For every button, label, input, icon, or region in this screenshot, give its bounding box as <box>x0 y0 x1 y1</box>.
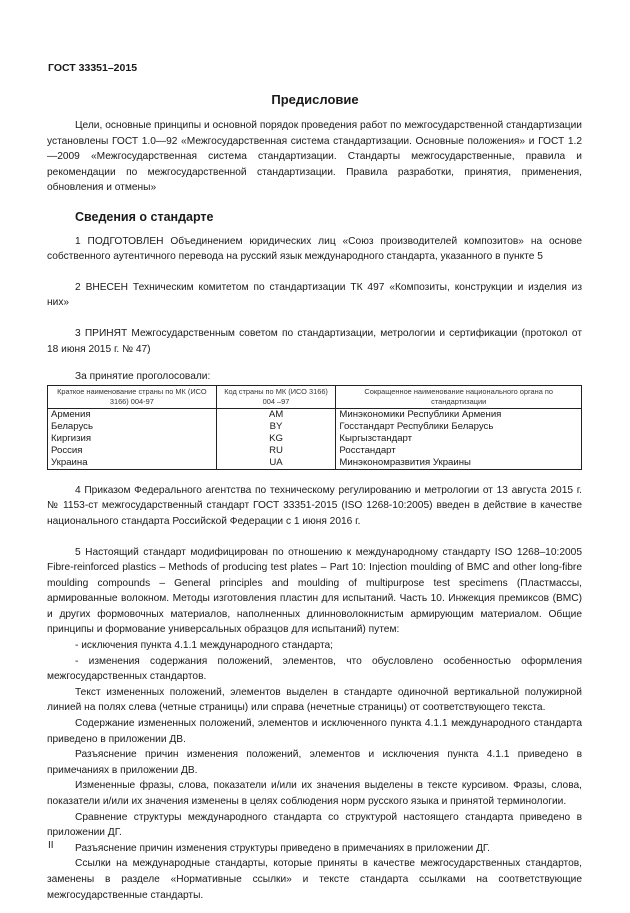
paragraph-changed-text: Текст измененных положений, элементов выделен в стандарте одиночной вертикальной полужирной линией на полях слева (четные страницы) или справа (нечетные страницы) от соответствующего текста. <box>47 686 582 714</box>
vote-table-header <box>48 385 582 408</box>
info-title: Сведения о стандарте <box>75 209 214 224</box>
paragraph-explanation-dv: Разъяснение причин изменения положений, элементов и исключения пункта 4.1.1 приведено в примечаниях в приложении ДВ. <box>47 749 582 776</box>
paragraph-explanation-dg: Разъяснение причин изменения структуры приведено в примечаниях в приложении ДГ. <box>75 842 490 854</box>
table-row <box>48 421 582 433</box>
modification-item-1: - исключения пункта 4.1.1 международного стандарта; <box>75 640 333 652</box>
agency-cell: Госстандарт Республики Беларусь <box>336 421 582 433</box>
agency-cell: Кыргызстандарт <box>336 433 582 445</box>
country-cell: Россия <box>48 445 217 457</box>
code-cell: UA <box>216 457 336 470</box>
preface-title: Предисловие <box>271 92 359 107</box>
info-item-2: 2 ВНЕСЕН Техническим комитетом по стандартизации ТК 497 «Композиты, конструкции и изделия из них» <box>47 281 582 309</box>
agency-cell: Минэкономразвития Украины <box>336 457 582 470</box>
country-cell: Беларусь <box>48 421 217 433</box>
document-id: ГОСТ 33351–2015 <box>48 62 138 74</box>
page-number: II <box>48 840 54 851</box>
info-item-4: 4 Приказом Федерального агентства по техническому регулированию и метрологии от 13 августа 2015 г. № 1153-ст межгосударственный стандарт ГОСТ 33351-2015 (ISO 1268-10:2005) введен в действие в качестве национального стандарта Российской Федерации с 1 июня 2016 г. <box>47 484 582 527</box>
code-cell: AM <box>216 408 336 421</box>
paragraph-structure-dg: Сравнение структуры международного стандарта со структурой настоящего стандарта приведено в приложении ДГ. <box>47 811 582 839</box>
code-cell: RU <box>216 445 336 457</box>
preface-text: Цели, основные принципы и основной порядок проведения работ по межгосударственной стандартизации установлены ГОСТ 1.0—92 «Межгосударственная система стандартизации. Основные положения» и ГОСТ 1.2—2009 «Межгосударственная система стандартизации. Стандарты межгосударственные, правила и рекомендации по межгосударственной стандартизации. Правила разработки, принятия, применения, обновления и отмены» <box>47 120 582 194</box>
table-row <box>48 433 582 445</box>
vote-caption: За принятие проголосовали: <box>75 371 211 383</box>
header-country: Краткое наименование страны по МК (ИСО 3166) 004-97 <box>48 385 217 408</box>
paragraph-annex-dv: Содержание измененных положений, элементов и исключенного пункта 4.1.1 международного стандарта приведено в приложении ДВ. <box>47 718 582 745</box>
paragraph-italics: Измененные фразы, слова, показатели и/или их значения выделены в тексте курсивом. Фразы, слова, показатели и/или их значения изменены в целях соблюдения норм русского языка и принятой терминологии. <box>47 780 582 807</box>
info-item-5: 5 Настоящий стандарт модифицирован по отношению к международному стандарту ISO 1268–10:2005 Fibre-reinforced plastics – Methods of producing test plates – Part 10: Injection moulding of BMC and other long-fibre moulding compounds – General principles and moulding of multipurpose test specimens (Пластмассы, армированные волокном. Методы изготовления пластин для испытаний. Часть 10. Инжекция премиксов (BMC) и других формовочных материалов, наполненных длинноволокнистым армирующим материалом. Общие принципы и формование универсальных образцов для испытаний) путем: <box>47 546 582 636</box>
paragraph-references: Ссылки на международные стандарты, которые приняты в качестве межгосударственных стандартов, заменены в разделе «Нормативные ссылки» и тексте стандарта ссылками на соответствующие межгосударственные стандарты. <box>47 858 582 901</box>
code-cell: KG <box>216 433 336 445</box>
country-cell: Армения <box>48 408 217 421</box>
agency-cell: Минэкономики Республики Армения <box>336 408 582 421</box>
vote-table <box>47 385 582 470</box>
info-item-3: 3 ПРИНЯТ Межгосударственным советом по стандартизации, метрологии и сертификации (протокол от 18 июня 2015 г. № 47) <box>47 327 582 355</box>
modification-item-2: - изменения содержания положений, элементов, что обусловлено особенностью оформления межгосударственных стандартов. <box>47 655 582 683</box>
code-cell: BY <box>216 421 336 433</box>
table-row <box>48 457 582 470</box>
table-row <box>48 445 582 457</box>
info-item-1: 1 ПОДГОТОВЛЕН Объединением юридических лиц «Союз производителей композитов» на основе собственного аутентичного перевода на русский язык международного стандарта, указанного в пункте 5 <box>47 235 582 263</box>
country-cell: Украина <box>48 457 217 470</box>
main-content <box>47 118 582 903</box>
country-cell: Киргизия <box>48 433 217 445</box>
agency-cell: Росстандарт <box>336 445 582 457</box>
header-agency: Сокращенное наименование национального органа по стандартизации <box>336 385 582 408</box>
table-row <box>48 408 582 421</box>
header-code: Код страны по МК (ИСО 3166) 004 –97 <box>216 385 336 408</box>
